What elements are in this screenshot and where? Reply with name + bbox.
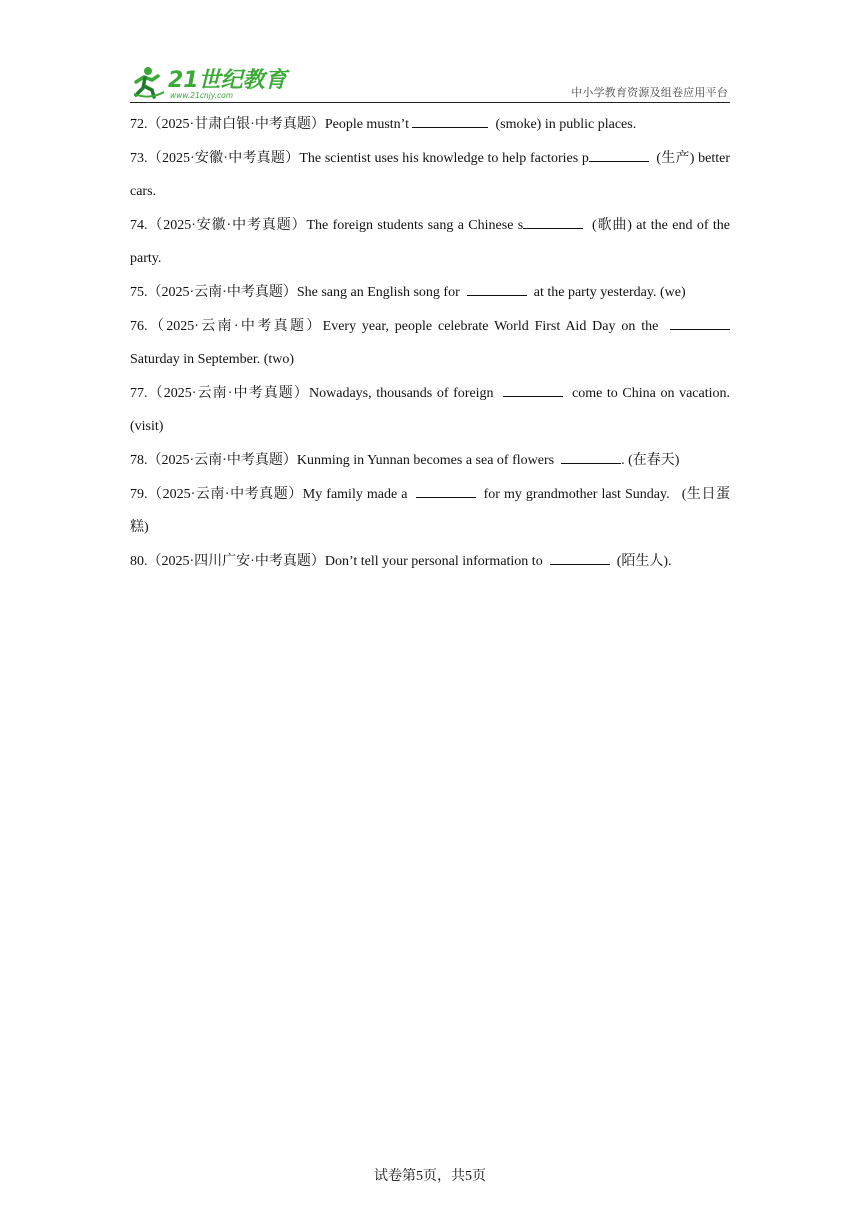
question-number-dot: . <box>144 117 148 132</box>
page-header <box>130 62 730 103</box>
question-number-dot: . <box>144 452 148 468</box>
question-text-after: (生产) better cars. <box>130 150 734 200</box>
question-number: 73 <box>130 150 144 166</box>
question-text-before: She sang an English song for <box>296 284 467 300</box>
question-item <box>130 478 730 545</box>
question-number-dot: . <box>144 150 148 166</box>
question-source: （2025·四川广安·中考真题） <box>147 553 325 569</box>
question-text-after: (smoke) in public places. <box>488 117 637 132</box>
question-item <box>130 444 730 478</box>
question-number: 74 <box>130 217 144 233</box>
question-text-after: for my grandmother last Sunday. (生日蛋糕) <box>130 486 730 536</box>
answer-blank[interactable] <box>523 216 583 229</box>
logo-icon <box>130 64 287 100</box>
logo-url: www.21cnjy.com <box>170 91 234 100</box>
answer-blank[interactable] <box>467 283 527 296</box>
answer-blank[interactable] <box>412 115 488 128</box>
question-number-dot: . <box>144 486 148 502</box>
header-tagline: 中小学教育资源及组卷应用平台 <box>571 86 728 99</box>
page-footer: 试卷第5页，共5页 <box>374 1169 486 1184</box>
question-text-before: Every year, people celebrate World First Aid Day on the <box>322 318 670 334</box>
question-item <box>130 142 734 209</box>
question-text-after: at the party yesterday. (we) <box>526 284 686 300</box>
question-text-before: Don’t tell your personal information to <box>324 553 550 569</box>
question-number: 77 <box>130 385 144 401</box>
question-source: （2025·云南·中考真题） <box>147 452 297 468</box>
question-item <box>130 310 734 377</box>
answer-blank[interactable] <box>550 552 610 565</box>
question-text-before: Kunming in Yunnan becomes a sea of flowers <box>296 452 562 468</box>
question-text-before: My family made a <box>302 486 416 502</box>
question-number: 75 <box>130 284 144 300</box>
question-item <box>130 108 730 142</box>
question-source: （2025·云南·中考真题） <box>147 385 310 401</box>
question-number: 80 <box>130 553 144 569</box>
question-number: 76 <box>130 318 144 334</box>
question-text-after: Saturday in September. (two) <box>130 318 734 368</box>
question-list <box>130 108 734 578</box>
question-number-dot: . <box>144 284 148 300</box>
logo <box>130 64 287 100</box>
answer-blank[interactable] <box>670 317 730 330</box>
question-source: （2025·甘肃白银·中考真题） <box>147 117 325 132</box>
question-number: 78 <box>130 452 144 468</box>
question-number-dot: . <box>144 385 148 401</box>
question-text-before: People mustn’t <box>324 117 413 132</box>
question-source: （2025·安徽·中考真题） <box>147 150 300 166</box>
answer-blank[interactable] <box>416 485 476 498</box>
question-item <box>130 276 730 310</box>
question-number-dot: . <box>144 318 148 334</box>
question-text-before: Nowadays, thousands of foreign <box>309 385 503 401</box>
question-text-after: come to China on vacation. (visit) <box>130 385 734 435</box>
question-text-after: (歌曲) at the end of the party. <box>130 217 734 267</box>
question-number: 79 <box>130 486 144 502</box>
question-number-dot: . <box>144 553 148 569</box>
question-text-after: . (在春天) <box>621 452 680 468</box>
logo-wordmark: 21世纪教育 <box>168 68 287 93</box>
question-item <box>130 377 734 444</box>
answer-blank[interactable] <box>561 451 621 464</box>
question-number-dot: . <box>144 217 148 233</box>
question-source: （2025·云南·中考真题） <box>147 284 297 300</box>
question-source: （2025·云南·中考真题） <box>147 486 303 502</box>
question-source: （2025·云南·中考真题） <box>147 318 323 334</box>
question-source: （2025·安徽·中考真题） <box>147 217 307 233</box>
question-number: 72 <box>130 117 144 132</box>
question-item <box>130 545 730 579</box>
answer-blank[interactable] <box>503 384 563 397</box>
answer-blank[interactable] <box>589 149 649 162</box>
question-item <box>130 209 734 276</box>
question-text-before: The foreign students sang a Chinese s <box>306 217 524 233</box>
question-text-before: The scientist uses his knowledge to help factories p <box>299 150 589 166</box>
question-text-after: (陌生人). <box>609 553 672 569</box>
